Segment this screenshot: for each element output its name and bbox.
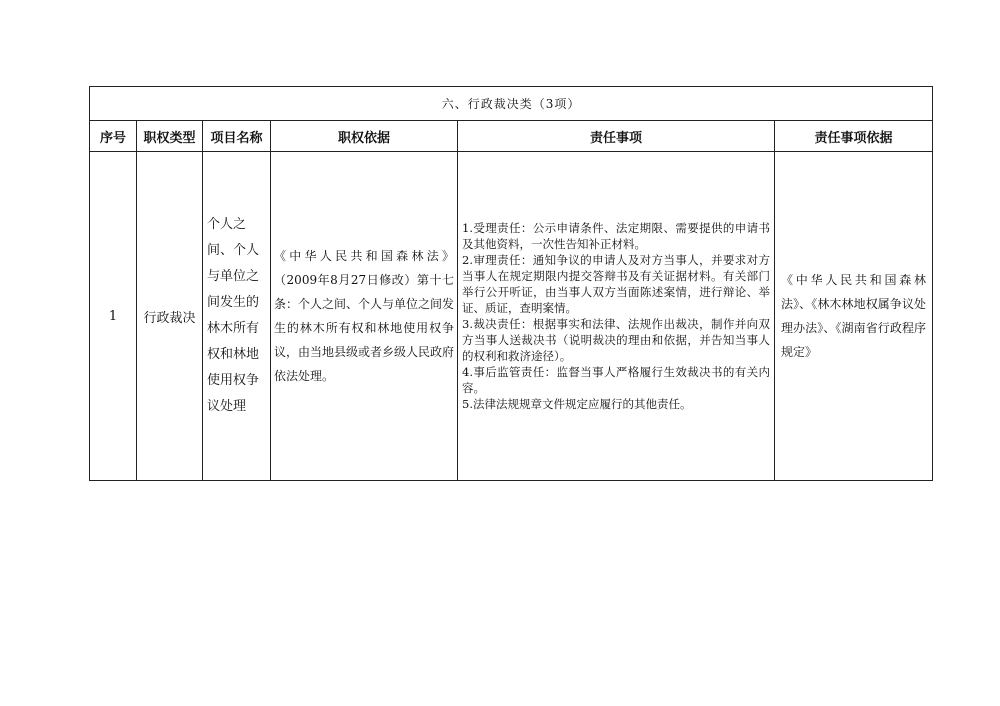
- duty-item: 1.受理责任：公示申请条件、法定期限、需要提供的申请书及其他资料，一次性告知补正材料。: [462, 221, 770, 251]
- cell-power-basis: 《中华人民共和国森林法》（2009年8月27日修改）第十七条：个人之间、个人与单位之间发生的林木所有权和林地使用权争议，由当地县级或者乡级人民政府依法处理。: [271, 152, 458, 481]
- power-list-table: [89, 86, 933, 481]
- cell-power-type: 行政裁决: [137, 152, 203, 481]
- duty-item: 3.裁决责任：根据事实和法律、法规作出裁决，制作并向双方当事人送裁决书（说明裁决的理由和依据，并告知当事人的权利和救济途径）。: [462, 317, 770, 363]
- table-header-row: [90, 121, 933, 152]
- table-row: [90, 152, 933, 481]
- header-item-name: 项目名称: [203, 121, 271, 152]
- duty-item: 2.审理责任：通知争议的申请人及对方当事人，并要求对方当事人在规定期限内提交答辩书及有关证据材料。有关部门举行公开听证，由当事人双方当面陈述案情，进行辩论、举证、质证，查明案情。: [462, 253, 770, 315]
- cell-duty-basis: 《中华人民共和国森林法》、《林木林地权属争议处理办法》、《湖南省行政程序规定》: [775, 152, 933, 481]
- header-duty-basis: 责任事项依据: [775, 121, 933, 152]
- duty-item: 4.事后监管责任：监督当事人严格履行生效裁决书的有关内容。: [462, 365, 770, 395]
- header-duties: 责任事项: [458, 121, 775, 152]
- cell-duties: [458, 152, 775, 481]
- duty-item: 5.法律法规规章文件规定应履行的其他责任。: [462, 397, 692, 411]
- section-title-row: [90, 87, 933, 121]
- header-power-type: 职权类型: [137, 121, 203, 152]
- header-index: 序号: [90, 121, 137, 152]
- cell-item-name: 个人之间、个人与单位之间发生的林木所有权和林地使用权争议处理: [203, 152, 271, 481]
- header-power-basis: 职权依据: [271, 121, 458, 152]
- cell-index: 1: [90, 152, 137, 481]
- section-title: 六、行政裁决类（3项）: [90, 87, 933, 121]
